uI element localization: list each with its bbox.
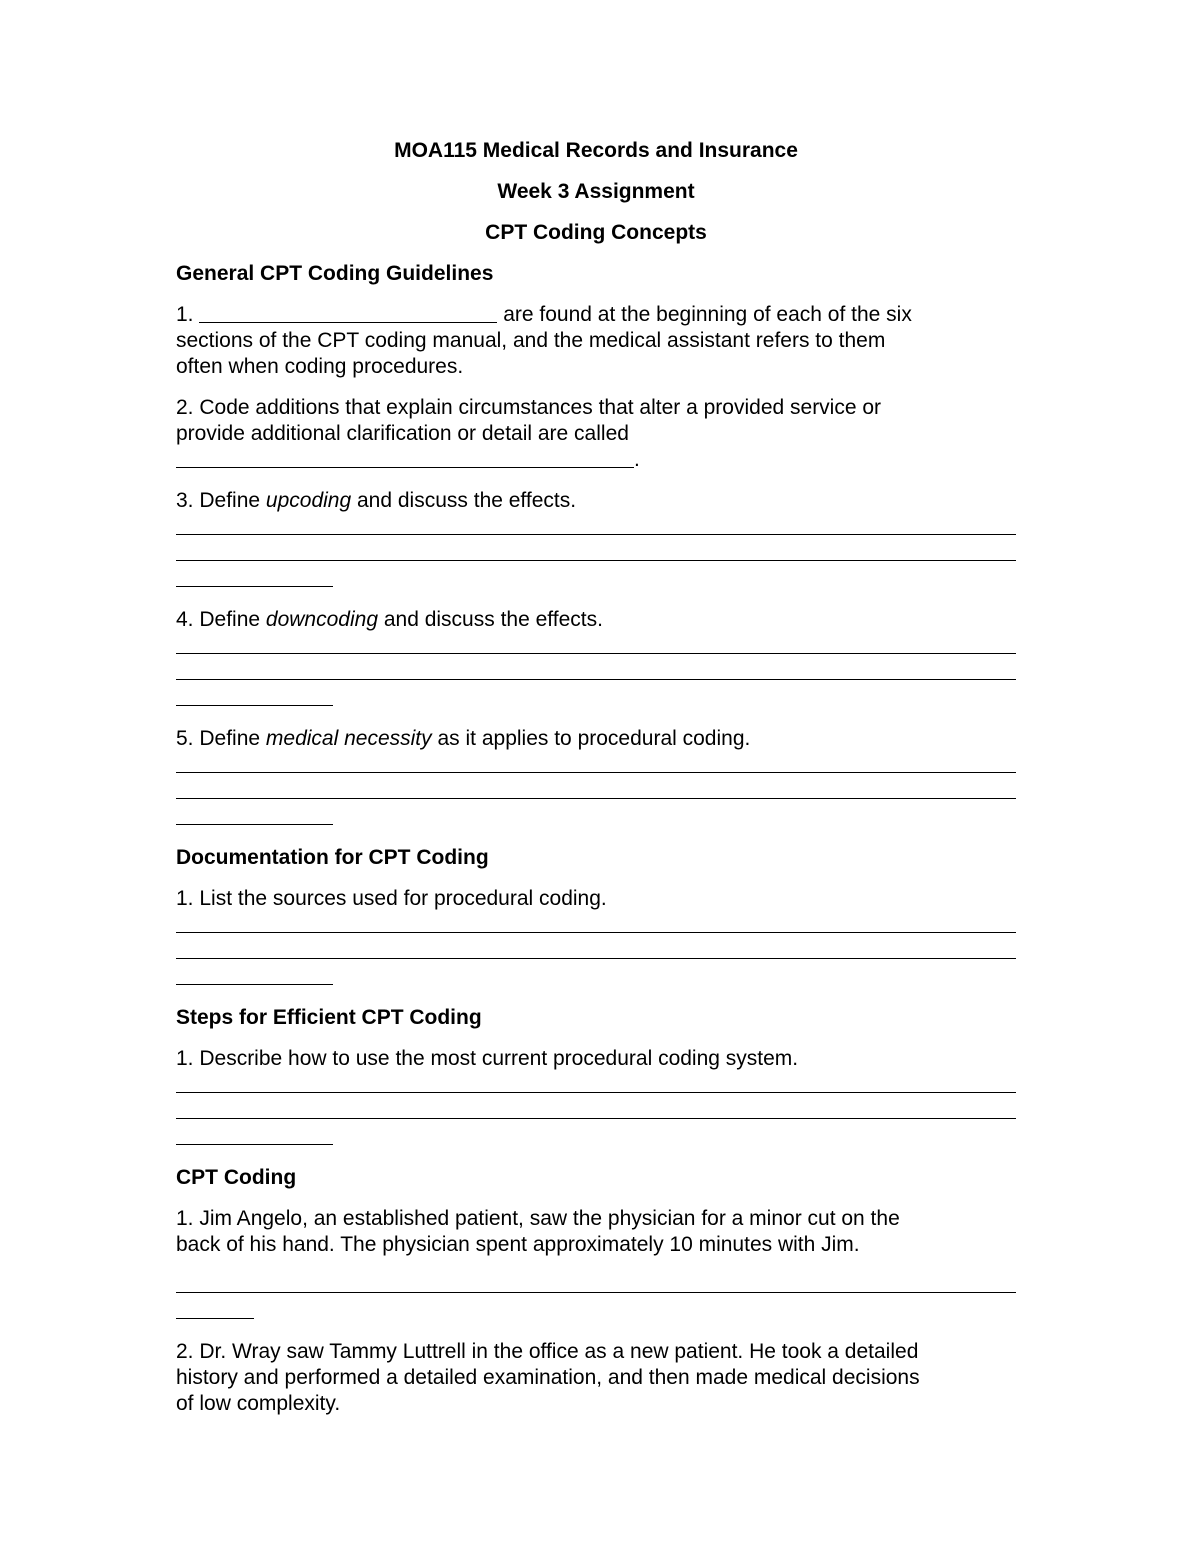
- document-page: [176, 138, 1016, 1432]
- question-number: 1.: [176, 303, 194, 326]
- section-heading-steps: Steps for Efficient CPT Coding: [176, 1006, 482, 1029]
- answer-blank[interactable]: [199, 302, 497, 323]
- question-general-2: [176, 395, 1016, 473]
- question-text: 5. Define: [176, 727, 261, 750]
- question-text: 4. Define: [176, 608, 261, 631]
- answer-line[interactable]: [176, 1124, 1016, 1150]
- answer-line[interactable]: [176, 447, 1016, 473]
- question-line: [176, 607, 1016, 633]
- question-text: of low complexity.: [176, 1392, 341, 1415]
- question-text: 1. Describe how to use the most current procedural coding system.: [176, 1047, 799, 1070]
- question-text: as it applies to procedural coding.: [437, 727, 751, 750]
- key-term: medical necessity: [265, 727, 432, 750]
- question-text: back of his hand. The physician spent approximately 10 minutes with Jim.: [176, 1233, 860, 1256]
- answer-line[interactable]: [176, 804, 1016, 830]
- topic-title: CPT Coding Concepts: [485, 221, 707, 244]
- question-line: [176, 726, 1016, 752]
- key-term: downcoding: [265, 608, 378, 631]
- answer-line[interactable]: [176, 1272, 1016, 1298]
- answer-line[interactable]: [176, 964, 1016, 990]
- section-heading-documentation: Documentation for CPT Coding: [176, 846, 489, 869]
- answer-line[interactable]: [176, 938, 1016, 964]
- answer-line[interactable]: [176, 566, 1016, 592]
- answer-line[interactable]: [176, 1098, 1016, 1124]
- question-line: [176, 488, 1016, 514]
- answer-line[interactable]: [176, 1298, 1016, 1324]
- answer-line[interactable]: [176, 912, 1016, 938]
- question-documentation-1: [176, 886, 1016, 990]
- question-line: [176, 302, 1016, 328]
- answer-line[interactable]: [176, 752, 1016, 778]
- question-general-3: [176, 488, 1016, 592]
- course-title: MOA115 Medical Records and Insurance: [394, 139, 798, 162]
- question-text: 2. Code additions that explain circumstances that alter a provided service or: [176, 396, 882, 419]
- key-term: upcoding: [265, 489, 352, 512]
- question-coding-1: [176, 1206, 1016, 1324]
- section-heading-general: General CPT Coding Guidelines: [176, 262, 494, 285]
- question-text: and discuss the effects.: [357, 489, 577, 512]
- question-text: history and performed a detailed examination, and then made medical decisions: [176, 1366, 920, 1389]
- section-heading-coding: CPT Coding: [176, 1166, 297, 1189]
- question-text: 3. Define: [176, 489, 261, 512]
- question-text: 2. Dr. Wray saw Tammy Luttrell in the office as a new patient. He took a detailed: [176, 1340, 919, 1363]
- question-general-4: [176, 607, 1016, 711]
- answer-line[interactable]: [176, 778, 1016, 804]
- question-text: provide additional clarification or detail are called: [176, 422, 629, 445]
- question-text: often when coding procedures.: [176, 355, 464, 378]
- answer-line[interactable]: [176, 633, 1016, 659]
- assignment-title: Week 3 Assignment: [497, 180, 695, 203]
- question-text: 1. List the sources used for procedural coding.: [176, 887, 607, 910]
- question-text: sections of the CPT coding manual, and the medical assistant refers to them: [176, 329, 886, 352]
- answer-line[interactable]: [176, 540, 1016, 566]
- question-steps-1: [176, 1046, 1016, 1150]
- answer-line[interactable]: [176, 659, 1016, 685]
- question-text: are found at the beginning of each of the six: [503, 303, 912, 326]
- answer-line[interactable]: [176, 514, 1016, 540]
- period: .: [634, 448, 640, 471]
- question-text: 1. Jim Angelo, an established patient, saw the physician for a minor cut on the: [176, 1207, 900, 1230]
- question-text: and discuss the effects.: [383, 608, 603, 631]
- answer-line[interactable]: [176, 1072, 1016, 1098]
- question-general-5: [176, 726, 1016, 830]
- question-coding-2: [176, 1339, 1016, 1417]
- answer-line[interactable]: [176, 685, 1016, 711]
- question-general-1: [176, 302, 1016, 380]
